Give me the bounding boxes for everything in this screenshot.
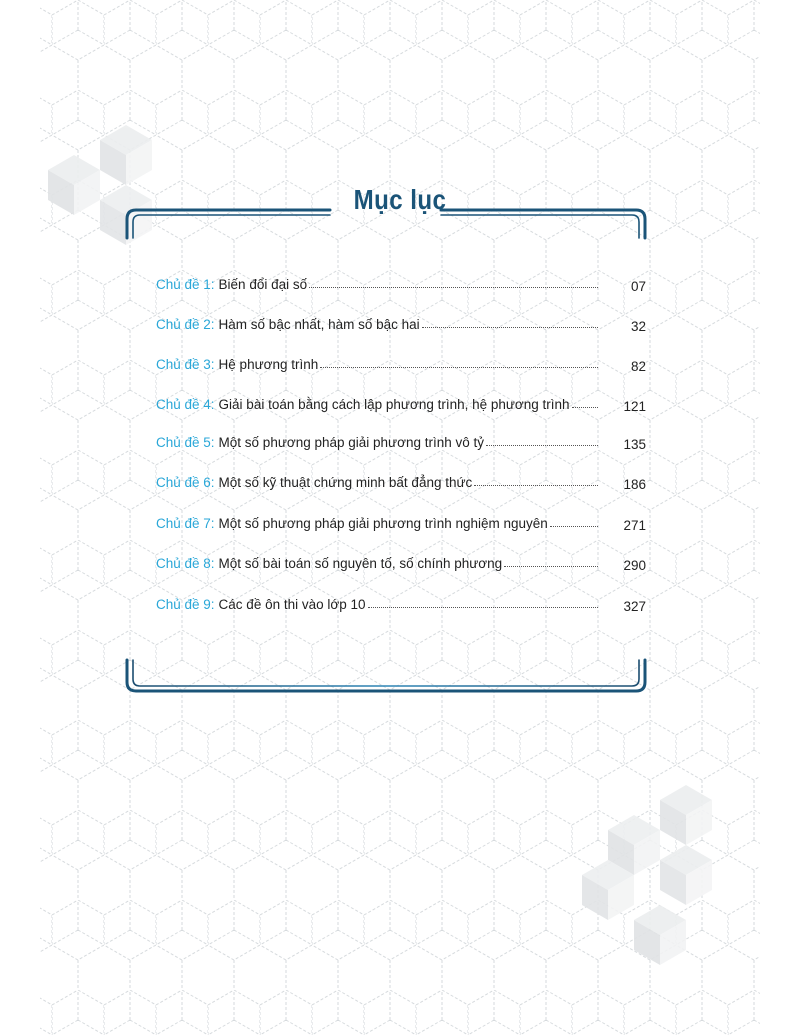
toc-entry-label: Chủ đề 2: [156, 317, 215, 332]
toc-entry-label: Chủ đề 3: [156, 357, 215, 372]
toc-entry-2[interactable] [156, 308, 646, 332]
toc-entry-4[interactable] [156, 388, 646, 412]
toc-entry-title: Hệ phương trình [218, 357, 319, 372]
toc-entry-9[interactable] [156, 588, 646, 612]
toc-entry-title: Một số phương pháp giải phương trình vô tỷ [218, 435, 484, 450]
toc-entry-title: Hàm số bậc nhất, hàm số bậc hai [218, 317, 420, 332]
toc-entry-label: Chủ đề 5: [156, 435, 215, 450]
toc-entry-title: Một số kỹ thuật chứng minh bất đẳng thức [218, 475, 473, 490]
toc-entry-title: Biến đổi đại số [218, 277, 308, 292]
toc-entry-page: 82 [630, 359, 646, 374]
bottom-bracket [127, 660, 645, 691]
toc-entry-page: 290 [623, 558, 646, 573]
toc-entry-label: Chủ đề 7: [156, 516, 215, 531]
toc-entry-label: Chủ đề 6: [156, 475, 215, 490]
dot-leader [550, 526, 598, 527]
dot-leader [474, 485, 598, 486]
toc-entry-label: Chủ đề 9: [156, 597, 215, 612]
toc-entry-page: 327 [623, 599, 646, 614]
toc-entry-8[interactable] [156, 547, 646, 571]
page-title: Mục lục [353, 184, 447, 215]
toc-entry-title: Một số bài toán số nguyên tố, số chính phương [218, 556, 503, 571]
dot-leader [320, 367, 598, 368]
toc-entry-label: Chủ đề 4: [156, 397, 215, 412]
dot-leader [309, 287, 598, 288]
toc-entry-title: Các đề ôn thi vào lớp 10 [218, 597, 366, 612]
toc-entry-title: Giải bài toán bằng cách lập phương trình, hệ phương trình [218, 397, 570, 412]
dot-leader [504, 566, 598, 567]
toc-entry-1[interactable] [156, 268, 646, 292]
toc-entry-title: Một số phương pháp giải phương trình nghiệm nguyên [218, 516, 548, 531]
dot-leader [486, 445, 598, 446]
toc-entry-6[interactable] [156, 466, 646, 490]
toc-entry-page: 07 [630, 279, 646, 294]
toc-entry-3[interactable] [156, 348, 646, 372]
dot-leader [572, 407, 598, 408]
dot-leader [368, 607, 599, 608]
toc-entry-5[interactable] [156, 426, 646, 450]
toc-entry-page: 32 [630, 319, 646, 334]
toc-entry-label: Chủ đề 1: [156, 277, 215, 292]
toc-entry-page: 135 [623, 437, 646, 452]
toc-entry-page: 121 [623, 399, 646, 414]
toc-entry-7[interactable] [156, 507, 646, 531]
toc-entry-label: Chủ đề 8: [156, 556, 215, 571]
dot-leader [422, 327, 598, 328]
toc-entry-page: 186 [623, 477, 646, 492]
toc-entry-page: 271 [623, 518, 646, 533]
